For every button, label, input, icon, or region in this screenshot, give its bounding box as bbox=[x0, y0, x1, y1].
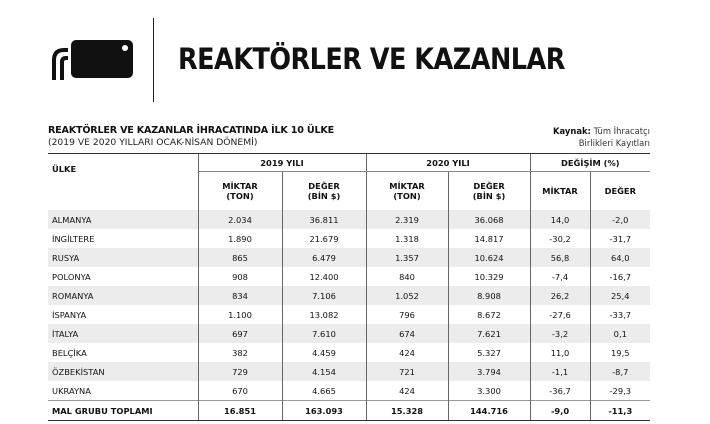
source-line1: Tüm İhracatçı bbox=[593, 126, 650, 136]
table-row: POLONYA 908 12.400 840 10.329 -7,4 -16,7 bbox=[48, 267, 650, 286]
table-row: İNGİLTERE 1.890 21.679 1.318 14.817 -30,2 -31,7 bbox=[48, 229, 650, 248]
table-row: ALMANYA 2.034 36.811 2.319 36.068 14,0 -2,0 bbox=[48, 210, 650, 229]
col-miktar-2020: MİKTAR (TON) bbox=[366, 172, 448, 211]
source-note bbox=[553, 125, 650, 149]
table-row: İSPANYA 1.100 13.082 796 8.672 -27,6 -33,7 bbox=[48, 305, 650, 324]
card-logo-icon bbox=[52, 38, 136, 80]
col-miktar-2019: MİKTAR (TON) bbox=[198, 172, 282, 211]
table-body bbox=[48, 210, 650, 421]
header-divider bbox=[153, 18, 154, 102]
table-title: REAKTÖRLER VE KAZANLAR İHRACATINDA İLK 10 ÜLKE bbox=[48, 125, 334, 136]
group-2019: 2019 YILI bbox=[198, 154, 366, 172]
col-deger-change: DEĞER bbox=[590, 172, 650, 211]
table-subtitle: (2019 VE 2020 YILLARI OCAK-NİSAN DÖNEMİ) bbox=[48, 137, 258, 148]
col-deger-2020: DEĞER (BİN $) bbox=[448, 172, 530, 211]
table-row: RUSYA 865 6.479 1.357 10.624 56,8 64,0 bbox=[48, 248, 650, 267]
table-total-row: MAL GRUBU TOPLAMI 16.851 163.093 15.328 144.716 -9,0 -11,3 bbox=[48, 401, 650, 421]
col-deger-2019: DEĞER (BİN $) bbox=[282, 172, 366, 211]
col-miktar-change: MİKTAR bbox=[530, 172, 590, 211]
table-row: ÖZBEKİSTAN 729 4.154 721 3.794 -1,1 -8,7 bbox=[48, 362, 650, 381]
table-row: BELÇİKA 382 4.459 424 5.327 11,0 19,5 bbox=[48, 343, 650, 362]
source-line2: Birlikleri Kayıtları bbox=[578, 138, 650, 148]
source-label: Kaynak: bbox=[553, 126, 591, 136]
col-country: ÜLKE bbox=[48, 154, 198, 211]
table-row: UKRAYNA 670 4.665 424 3.300 -36,7 -29,3 bbox=[48, 381, 650, 401]
page-title: REAKTÖRLER VE KAZANLAR bbox=[178, 42, 565, 76]
export-table bbox=[48, 153, 650, 421]
table-row: İTALYA 697 7.610 674 7.621 -3,2 0,1 bbox=[48, 324, 650, 343]
table-header-row-1 bbox=[48, 154, 650, 172]
table-row: ROMANYA 834 7.106 1.052 8.908 26,2 25,4 bbox=[48, 286, 650, 305]
group-change: DEĞİŞİM (%) bbox=[530, 154, 650, 172]
export-table-section bbox=[48, 125, 650, 421]
group-2020: 2020 YILI bbox=[366, 154, 530, 172]
page-header bbox=[0, 0, 710, 110]
